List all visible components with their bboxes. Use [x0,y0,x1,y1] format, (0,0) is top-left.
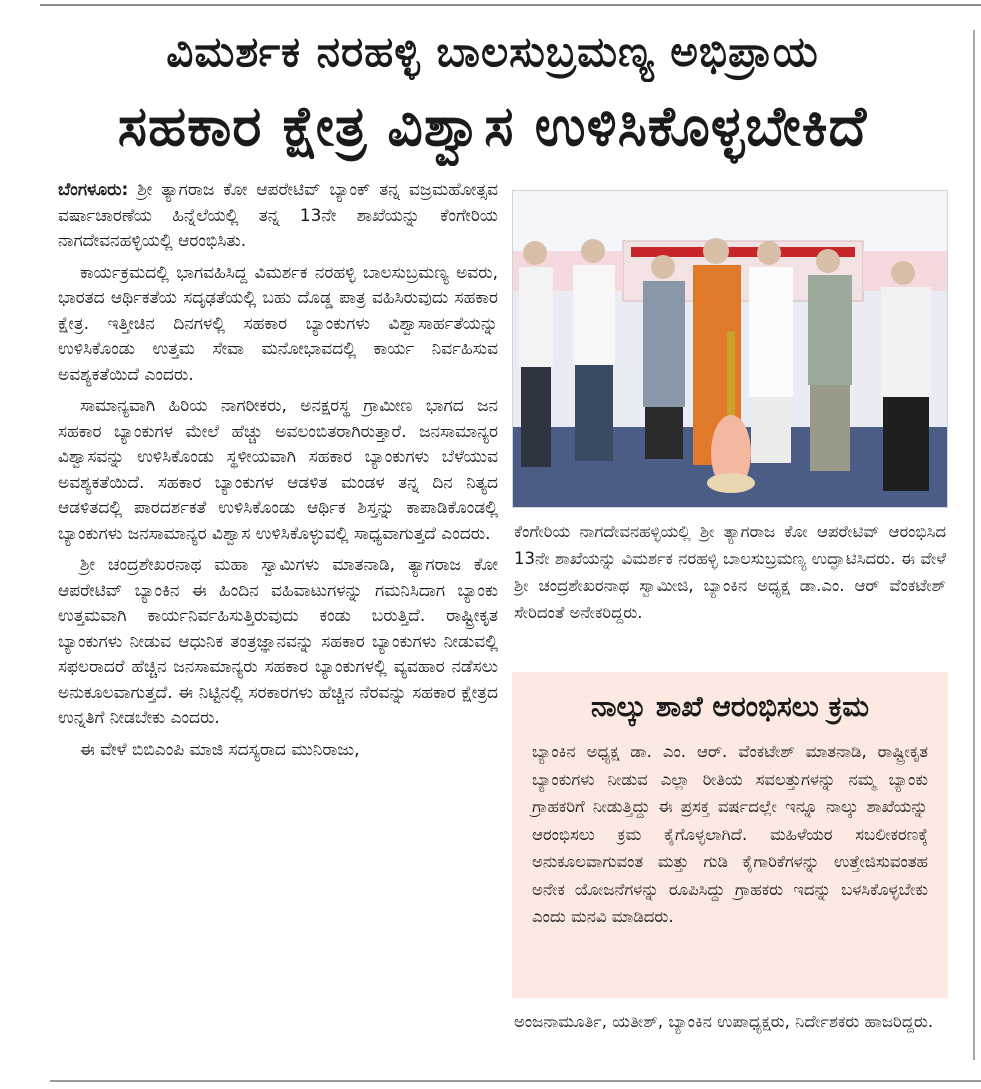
article-body [58,178,498,1060]
column-divider-right [973,30,975,1060]
article-kicker: ವಿಮರ್ಶಕ ನರಹಳ್ಳಿ ಬಾಲಸುಬ್ರಮಣ್ಯ ಅಭಿಪ್ರಾಯ [166,27,819,76]
article-paragraph-2: ಕಾರ್ಯಕ್ರಮದಲ್ಲಿ ಭಾಗವಹಿಸಿದ್ದ ವಿಮರ್ಶಕ ನರಹಳ್ಳಿ ಬಾಲಸುಬ್ರಮಣ್ಯ ಅವರು, ಭಾರತದ ಆರ್ಥಿಕತೆಯ ಸದೃಢತೆಯಲ್ಲಿ ಬಹು ದೊಡ್ಡ ಪಾತ್ರ ವಹಿಸಿರುವುದು ಸಹಕಾರ ಕ್ಷೇತ್ರ. ಇತ್ತೀಚಿನ ದಿನಗಳಲ್ಲಿ ಸಹಕಾರ ಬ್ಯಾಂಕುಗಳು ವಿಶ್ವಾಸಾರ್ಹತೆಯನ್ನು ಉಳಿಸಿಕೊಂಡು ಉತ್ತಮ ಸೇವಾ ಮನೋಭಾವದಲ್ಲಿ ಕಾರ್ಯ ನಿರ್ವಹಿಸುವ ಅವಶ್ಯಕತೆಯಿದೆ ಎಂದರು. [58,262,498,385]
article-paragraph-1 [58,178,498,255]
dateline: ಬೆಂಗಳೂರು: [58,180,129,200]
sidebox [512,672,948,998]
article-tail-text: ಅಂಜನಾಮೂರ್ತಿ, ಯತೀಶ್, ಬ್ಯಾಂಕಿನ ಉಪಾಧ್ಯಕ್ಷರು, ನಿರ್ದೇಶಕರು ಹಾಜರಿದ್ದರು. [514,1012,934,1031]
paragraph-text: ಶ್ರೀ ತ್ಯಾಗರಾಜ ಕೋ ಆಪರೇಟಿವ್ ಬ್ಯಾಂಕ್ ತನ್ನ ವಜ್ರಮಹೋತ್ಸವ ವರ್ಷಾಚಾರಣೆಯ ಹಿನ್ನೆಲೆಯಲ್ಲಿ ತನ್ನ 13ನೇ ಶಾಖೆಯನ್ನು ಕೆಂಗೇರಿಯ ನಾಗದೇವನಹಳ್ಳಿಯಲ್ಲಿ ಆರಂಭಿಸಿತು. [58,180,498,251]
top-rule [40,4,981,6]
article-headline: ಸಹಕಾರ ಕ್ಷೇತ್ರ ವಿಶ್ವಾಸ ಉಳಿಸಿಕೊಳ್ಳಬೇಕಿದೆ [117,94,868,158]
sidebox-title: ನಾಲ್ಕು ಶಾಖೆ ಆರಂಭಿಸಲು ಕ್ರಮ [591,690,869,723]
sidebox-body: ಬ್ಯಾಂಕಿನ ಅಧ್ಯಕ್ಷ ಡಾ. ಎಂ. ಆರ್. ವೆಂಕಟೇಶ್ ಮಾತನಾಡಿ, ರಾಷ್ಟ್ರೀಕೃತ ಬ್ಯಾಂಕುಗಳು ನೀಡುವ ಎಲ್ಲಾ ರೀತಿಯ ಸವಲತ್ತುಗಳನ್ನು ನಮ್ಮ ಬ್ಯಾಂಕು ಗ್ರಾಹಕರಿಗೆ ನೀಡುತ್ತಿದ್ದು ಈ ಪ್ರಸಕ್ತ ವರ್ಷದಲ್ಲೇ ಇನ್ನೂ ನಾಲ್ಕು ಶಾಖೆಯನ್ನು ಆರಂಭಿಸಲು ಕ್ರಮ ಕೈಗೊಳ್ಳಲಾಗಿದೆ. ಮಹಿಳೆಯರ ಸಬಲೀಕರಣಕ್ಕೆ ಅನುಕೂಲವಾಗುವಂತ ಮತ್ತು ಗುಡಿ ಕೈಗಾರಿಕೆಗಳನ್ನು ಉತ್ತೇಜಿಸುವಂತಹ ಅನೇಕ ಯೋಜನೆಗಳನ್ನು ರೂಪಿಸಿದ್ದು ಗ್ರಾಹಕರು ಇದನ್ನು ಬಳಸಿಕೊಳ್ಳಬೇಕು ಎಂದು ಮನವಿ ಮಾಡಿದರು. [532,742,928,926]
photo-caption: ಕೆಂಗೇರಿಯ ನಾಗದೇವನಹಳ್ಳಿಯಲ್ಲಿ ಶ್ರೀ ತ್ಯಾಗರಾಜ ಕೋ ಆಪರೇಟಿವ್ ಆರಂಭಿಸಿದ 13ನೇ ಶಾಖೆಯನ್ನು ವಿಮರ್ಶಕ ನರಹಳ್ಳಿ ಬಾಲಸುಬ್ರಮಣ್ಯ ಉದ್ಘಾಟಿಸಿದರು. ಈ ವೇಳೆ ಶ್ರೀ ಚಂದ್ರಶೇಖರನಾಥ ಸ್ವಾಮೀಜಿ, ಬ್ಯಾಂಕಿನ ಅಧ್ಯಕ್ಷ ಡಾ.ಎಂ. ಆರ್ ವೆಂಕಟೇಶ್ ಸೇರಿದಂತೆ ಅನೇಕರಿದ್ದರು. [514,522,946,622]
article-paragraph-3: ಸಾಮಾನ್ಯವಾಗಿ ಹಿರಿಯ ನಾಗರೀಕರು, ಅನಕ್ಷರಸ್ಥ ಗ್ರಾಮೀಣ ಭಾಗದ ಜನ ಸಹಕಾರ ಬ್ಯಾಂಕುಗಳ ಮೇಲೆ ಹೆಚ್ಚು ಅವಲಂಬಿತರಾಗಿರುತ್ತಾರೆ. ಜನಸಾಮಾನ್ಯರ ವಿಶ್ವಾಸವನ್ನು ಉಳಿಸಿಕೊಂಡು ಸ್ಥಳೀಯವಾಗಿ ಸಹಕಾರ ಬ್ಯಾಂಕುಗಳು ಬೆಳೆಯುವ ಅವಶ್ಯಕತೆಯಿದೆ. ಸಹಕಾರ ಬ್ಯಾಂಕುಗಳ ಆಡಳಿತ ಮಂಡಳ ತನ್ನ ದಿನ ನಿತ್ಯದ ಆಡಳಿತದಲ್ಲಿ ಪಾರದರ್ಶಕತೆ ಉಳಿಸಿಕೊಂಡು ಆರ್ಥಿಕ ಶಿಸ್ತನ್ನು ಕಾಪಾಡಿಕೊಂಡಲ್ಲಿ ಬ್ಯಾಂಕುಗಳು ಜನಸಾಮಾನ್ಯರ ವಿಶ್ವಾಸ ಉಳಿಸಿಕೊಳ್ಳುವಲ್ಲಿ ಸಾಧ್ಯವಾಗುತ್ತದೆ ಎಂದರು. [58,396,498,544]
article-paragraph-4: ಶ್ರೀ ಚಂದ್ರಶೇಖರನಾಥ ಮಹಾ ಸ್ವಾಮಿಗಳು ಮಾತನಾಡಿ, ತ್ಯಾಗರಾಜ ಕೋ ಆಪರೇಟಿವ್ ಬ್ಯಾಂಕಿನ ಈ ಹಿಂದಿನ ವಹಿವಾಟುಗಳನ್ನು ಗಮನಿಸಿದಾಗ ಬ್ಯಾಂಕು ಉತ್ತಮವಾಗಿ ಕಾರ್ಯನಿರ್ವಹಿಸುತ್ತಿರುವುದು ಕಂಡು ಬರುತ್ತಿದೆ. ರಾಷ್ಟ್ರೀಕೃತ ಬ್ಯಾಂಕುಗಳು ನೀಡುವ ಆಧುನಿಕ ತಂತ್ರಜ್ಞಾನವನ್ನು ಸಹಕಾರ ಬ್ಯಾಂಕುಗಳು ನೀಡುವಲ್ಲಿ ಸಫಲರಾದರೆ ಹೆಚ್ಚಿನ ಜನಸಾಮಾನ್ಯರು ಸಹಕಾರ ಬ್ಯಾಂಕುಗಳಲ್ಲಿ ವ್ಯವಹಾರ ನಡೆಸಲು ಅನುಕೂಲವಾಗುತ್ತದೆ. ಈ ನಿಟ್ಟಿನಲ್ಲಿ ಸರಕಾರಗಳು ಹೆಚ್ಚಿನ ನೆರವನ್ನು ಸಹಕಾರ ಕ್ಷೇತ್ರದ ಉನ್ನತಿಗೆ ನೀಡಬೇಕು ಎಂದರು. [58,555,498,728]
photo-illustration [513,191,947,507]
article-paragraph-5: ಈ ವೇಳೆ ಬಿಬಿಎಂಪಿ ಮಾಜಿ ಸದಸ್ಯರಾದ ಮುನಿರಾಜು, [80,739,360,760]
bottom-rule [50,1080,981,1082]
news-photo [512,190,948,508]
